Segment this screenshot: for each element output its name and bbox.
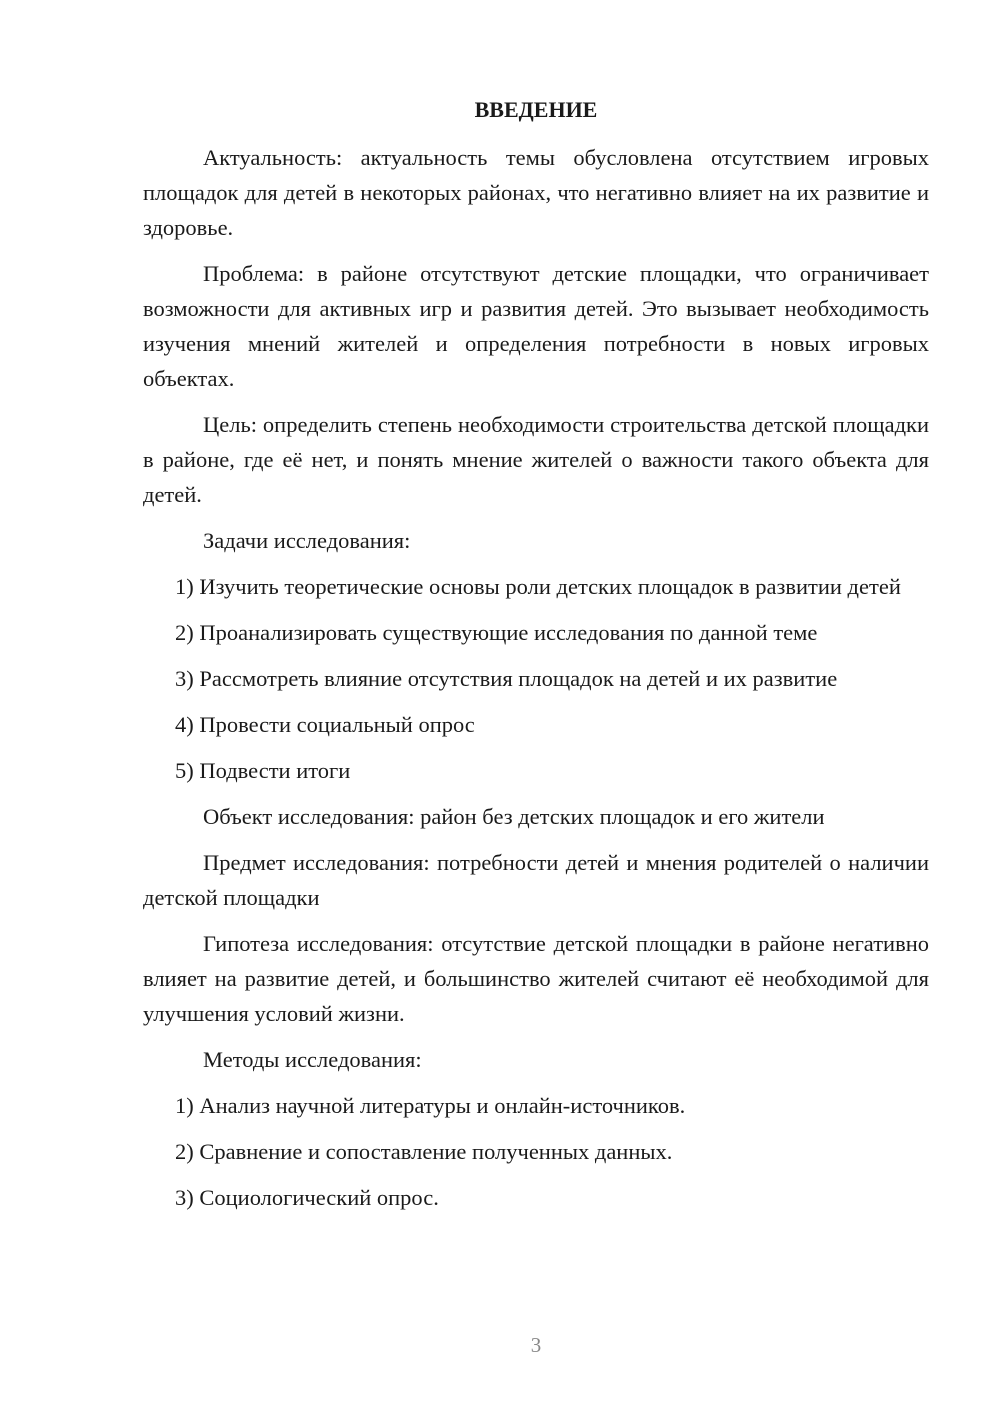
methods-heading: Методы исследования: (203, 1047, 422, 1072)
tasks-heading: Задачи исследования: (203, 528, 411, 553)
paragraph-relevance: Актуальность: актуальность темы обусловлена отсутствием игровых площадок для детей в некоторых районах, что негативно влияет на их развитие и здоровье. (143, 145, 929, 240)
task-item-5: 5) Подвести итоги (175, 758, 351, 783)
paragraph-hypothesis: Гипотеза исследования: отсутствие детской площадки в районе негативно влияет на развитие детей, и большинство жителей считают её необходимой для улучшения условий жизни. (143, 931, 929, 1026)
task-item-1: 1) Изучить теоретические основы роли детских площадок в развитии детей (175, 574, 901, 599)
paragraph-object: Объект исследования: район без детских площадок и его жители (203, 804, 825, 829)
paragraph-subject: Предмет исследования: потребности детей и мнения родителей о наличии детской площадки (143, 850, 929, 910)
paragraph-goal: Цель: определить степень необходимости строительства детской площадки в районе, где её нет, и понять мнение жителей о важности такого объекта для детей. (143, 412, 929, 507)
method-item-2: 2) Сравнение и сопоставление полученных данных. (175, 1139, 673, 1164)
method-item-1: 1) Анализ научной литературы и онлайн-источников. (175, 1093, 686, 1118)
document-page (143, 92, 929, 1226)
page-number: 3 (530, 1333, 542, 1357)
page-title: ВВЕДЕНИЕ (474, 97, 598, 122)
method-item-3: 3) Социологический опрос. (175, 1185, 439, 1210)
task-item-3: 3) Рассмотреть влияние отсутствия площадок на детей и их развитие (175, 666, 838, 691)
task-item-4: 4) Провести социальный опрос (175, 712, 475, 737)
paragraph-problem: Проблема: в районе отсутствуют детские площадки, что ограничивает возможности для активных игр и развития детей. Это вызывает необходимость изучения мнений жителей и определения потребности в новых игровых объектах. (143, 261, 929, 391)
task-item-2: 2) Проанализировать существующие исследования по данной теме (175, 620, 818, 645)
